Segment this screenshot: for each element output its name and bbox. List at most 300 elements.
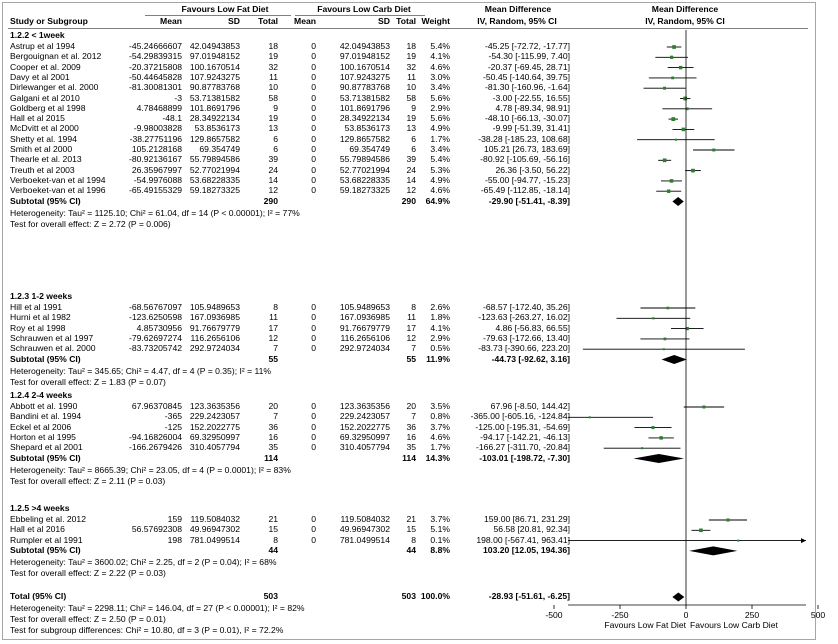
col-total1: Total: [258, 16, 278, 26]
subgroup-3-heterogeneity: Heterogeneity: Tau² = 3600.02; Chi² = 2.25, df = 2 (P = 0.04); I² = 68%: [10, 556, 277, 567]
study-row-2-3-weight: 4.6%: [430, 431, 450, 442]
study-row-0-11-name: Thearle et al. 2013: [10, 154, 82, 165]
study-row-2-4-sd1: 310.4057794: [189, 442, 240, 453]
subgroup-2-subtotal-ci: -103.01 [-198.72, -7.30]: [479, 452, 570, 463]
study-row-0-1-n2: 19: [406, 51, 416, 62]
study-row-0-4-square: [663, 87, 666, 90]
study-row-0-8-ci: -9.99 [-51.39, 31.41]: [492, 123, 570, 134]
study-row-1-4-sd2: 292.9724034: [339, 343, 390, 354]
study-row-2-4-n2: 35: [406, 442, 416, 453]
study-row-3-2-name: Rumpler et al 1991: [10, 534, 83, 545]
study-row-0-14-square: [667, 189, 670, 192]
study-row-0-4-ci: -81.30 [-160.96, -1.64]: [484, 82, 570, 93]
study-row-2-0-sd2: 123.3635356: [339, 401, 390, 411]
study-row-0-8-sd1: 53.8536173: [194, 123, 240, 134]
subgroup-2-subtotal-weight: 14.3%: [425, 452, 450, 463]
study-row-0-6-sd1: 101.8691796: [189, 102, 240, 113]
study-row-0-1-sd1: 97.01948152: [189, 51, 240, 62]
study-row-3-1-mean2: 0: [311, 524, 316, 535]
study-row-0-7-square: [671, 117, 675, 121]
study-row-0-0-sd2: 42.04943853: [339, 41, 390, 51]
study-row-1-3-n1: 12: [268, 332, 278, 343]
study-row-3-0-square: [726, 518, 729, 521]
study-row-3-0-mean2: 0: [311, 514, 316, 524]
study-row-0-8-mean1: -9.98003828: [133, 123, 182, 134]
col-study: Study or Subgroup: [10, 16, 88, 26]
subgroup-1-heterogeneity: Heterogeneity: Tau² = 345.65; Chi² = 4.47, df = 4 (P = 0.35); I² = 11%: [10, 365, 272, 376]
study-row-0-5-mean2: 0: [311, 92, 316, 103]
study-row-1-2-mean2: 0: [311, 322, 316, 333]
study-row-0-3-mean2: 0: [311, 71, 316, 82]
study-row-0-7-sd1: 28.34922134: [189, 113, 240, 124]
study-row-2-2-mean2: 0: [311, 421, 316, 432]
study-row-1-4-name: Schrauwen et al. 2000: [10, 343, 96, 354]
subgroup-1-subtotal-ci: -44.73 [-92.62, 3.16]: [491, 353, 570, 364]
subgroup-2-diamond: [634, 454, 685, 463]
study-row-1-2-n2: 17: [406, 322, 416, 333]
study-row-2-3-square: [659, 436, 662, 439]
study-row-1-1-mean1: -123.6250598: [128, 312, 182, 323]
study-row-0-7-name: Hall et al 2015: [10, 113, 65, 124]
study-row-0-14-name: Verboeket-van et al 1996: [10, 185, 106, 196]
study-row-1-2-sd1: 91.76679779: [189, 322, 240, 333]
study-row-0-2-mean2: 0: [311, 61, 316, 72]
study-row-3-0-n2: 21: [406, 514, 416, 524]
study-row-2-2-square: [651, 426, 654, 429]
study-row-0-6-mean2: 0: [311, 102, 316, 113]
study-row-1-4-n1: 7: [273, 343, 278, 354]
study-row-2-3-n2: 16: [406, 431, 416, 442]
study-row-1-4-ci: -83.73 [-390.66, 223.20]: [478, 343, 570, 354]
study-row-2-0-name: Abbott et al. 1990: [10, 401, 78, 411]
study-row-0-0-weight: 5.4%: [430, 41, 450, 51]
study-row-1-3-square: [664, 338, 667, 341]
col-sd2: SD: [378, 16, 390, 26]
study-row-1-2-ci: 4.86 [-56.83, 66.55]: [495, 322, 570, 333]
study-row-0-9-name: Shetty et al. 1994: [10, 133, 77, 144]
study-row-0-9-sd1: 129.8657582: [189, 133, 240, 144]
col-weight: Weight: [421, 16, 450, 26]
study-row-0-5-mean1: -3: [174, 92, 182, 103]
study-row-0-0-ci: -45.25 [-72.72, -17.77]: [484, 41, 570, 51]
study-row-1-3-name: Schrauwen et al 1997: [10, 332, 94, 343]
study-row-0-8-sd2: 53.8536173: [344, 123, 390, 134]
study-row-3-1-sd1: 49.96947302: [189, 524, 240, 535]
study-row-0-11-weight: 5.4%: [430, 154, 450, 165]
study-row-0-7-n2: 19: [406, 113, 416, 124]
study-row-0-12-sd2: 52.77021994: [339, 164, 390, 175]
study-row-1-1-mean2: 0: [311, 312, 316, 323]
study-row-2-1-mean2: 0: [311, 411, 316, 422]
study-row-0-11-n2: 39: [406, 154, 416, 165]
study-row-2-0-n1: 20: [268, 401, 278, 411]
study-row-0-9-ci: -38.28 [-185.23, 108.68]: [478, 133, 570, 144]
study-row-2-1-name: Bandini et al. 1994: [10, 411, 82, 422]
study-row-0-12-n2: 24: [406, 164, 416, 175]
study-row-0-3-ci: -50.45 [-140.64, 39.75]: [483, 71, 570, 82]
study-row-0-14-ci: -65.49 [-112.85, -18.14]: [480, 185, 570, 196]
study-row-0-3-name: Davy et al 2001: [10, 71, 70, 82]
study-row-0-14-sd2: 59.18273325: [339, 185, 390, 196]
subgroup-0-overall-effect: Test for overall effect: Z = 2.72 (P = 0.006): [10, 218, 171, 229]
study-row-0-10-mean1: 105.2128168: [131, 144, 182, 154]
study-row-1-0-name: Hill et al 1991: [10, 302, 63, 312]
study-row-0-2-mean1: -20.37215808: [128, 61, 182, 72]
study-row-1-1-square: [652, 317, 654, 319]
study-row-0-1-sd2: 97.01948152: [339, 51, 390, 62]
study-row-2-3-sd2: 69.32950997: [339, 431, 390, 442]
study-row-3-2-mean1: 198: [167, 534, 182, 545]
subgroup-0-diamond: [672, 197, 683, 206]
study-row-2-2-n2: 36: [406, 421, 416, 432]
study-row-0-11-square: [663, 158, 667, 162]
study-row-0-2-n2: 32: [406, 61, 416, 72]
subgroup-3-subtotal-n2: 44: [406, 544, 416, 555]
subgroup-0-title: 1.2.2 < 1week: [10, 30, 65, 40]
subgroup-0-heterogeneity: Heterogeneity: Tau² = 1125.10; Chi² = 61.04, df = 14 (P < 0.00001); I² = 77%: [10, 207, 300, 218]
study-row-0-4-n1: 10: [268, 82, 278, 93]
total-n1: 503: [263, 591, 278, 601]
study-row-2-0-square: [702, 406, 705, 409]
study-row-0-3-n2: 11: [407, 71, 416, 82]
study-row-2-2-sd1: 152.2022775: [189, 421, 240, 432]
study-row-0-14-weight: 4.6%: [430, 185, 450, 196]
study-row-0-5-n2: 58: [406, 92, 416, 103]
study-row-0-5-sd2: 53.71381582: [339, 92, 390, 103]
study-row-0-7-mean2: 0: [311, 113, 316, 124]
study-row-0-3-mean1: -50.44645828: [128, 71, 182, 82]
study-row-3-2-square: [737, 540, 739, 542]
group1-header: Favours Low Fat Diet: [181, 4, 269, 14]
study-row-2-0-mean2: 0: [311, 401, 316, 411]
study-row-0-9-n1: 6: [273, 133, 278, 144]
study-row-3-1-name: Hall et al 2016: [10, 524, 65, 535]
study-row-0-0-square: [672, 45, 676, 49]
col-total2: Total: [396, 16, 416, 26]
study-row-0-2-square: [679, 66, 682, 69]
study-row-0-4-weight: 3.4%: [430, 82, 450, 93]
study-row-0-5-square: [683, 97, 687, 101]
study-row-3-0-weight: 3.7%: [430, 514, 450, 524]
study-row-0-4-mean1: -81.30081301: [128, 82, 182, 93]
total-diamond: [672, 593, 684, 602]
study-row-0-10-sd2: 69.354749: [349, 144, 390, 154]
study-row-0-12-square: [691, 169, 695, 173]
study-row-1-1-weight: 1.8%: [430, 312, 450, 323]
study-row-1-4-weight: 0.5%: [430, 343, 450, 354]
study-row-0-9-weight: 1.7%: [430, 133, 450, 144]
study-row-1-1-sd2: 167.0936985: [339, 312, 390, 323]
study-row-0-3-sd1: 107.9243275: [189, 71, 240, 82]
study-row-0-6-mean1: 4.78468899: [136, 102, 182, 113]
study-row-2-4-mean1: -166.2679426: [128, 442, 182, 453]
study-row-0-7-weight: 5.6%: [430, 113, 450, 124]
subgroup-2-subtotal-n1: 114: [264, 452, 278, 463]
col-mean1: Mean: [160, 16, 182, 26]
study-row-0-9-square: [675, 139, 677, 141]
study-row-0-3-sd2: 107.9243275: [339, 71, 390, 82]
study-row-0-5-name: Galgani et al 2010: [10, 92, 80, 103]
x-tick-label-1: -250: [611, 610, 629, 620]
study-row-3-0-sd1: 119.5084032: [190, 514, 240, 524]
study-row-0-6-weight: 2.9%: [430, 102, 450, 113]
study-row-0-13-square: [670, 179, 674, 183]
study-row-1-0-n2: 8: [411, 302, 416, 312]
study-row-1-0-sd2: 105.9489653: [339, 302, 390, 312]
study-row-0-12-weight: 5.3%: [430, 164, 450, 175]
study-row-0-7-sd2: 28.34922134: [339, 113, 390, 124]
study-row-0-2-n1: 32: [268, 61, 278, 72]
total-weight: 100.0%: [420, 591, 450, 601]
study-row-3-1-sd2: 49.96947302: [339, 524, 390, 535]
study-row-2-1-weight: 0.8%: [430, 411, 450, 422]
study-row-0-3-n1: 11: [269, 71, 278, 82]
study-row-0-12-sd1: 52.77021994: [189, 164, 240, 175]
study-row-2-3-ci: -94.17 [-142.21, -46.13]: [480, 431, 570, 442]
study-row-0-12-mean2: 0: [311, 164, 316, 175]
study-row-3-2-n1: 8: [273, 534, 278, 545]
study-row-0-10-ci: 105.21 [26.73, 183.69]: [483, 144, 570, 154]
study-row-0-7-ci: -48.10 [-66.13, -30.07]: [484, 113, 570, 124]
study-row-2-2-weight: 3.7%: [430, 421, 450, 432]
study-row-1-3-mean2: 0: [311, 332, 316, 343]
study-row-0-14-mean2: 0: [311, 185, 316, 196]
subgroup-2-subtotal-label: Subtotal (95% CI): [10, 452, 81, 463]
study-row-0-10-weight: 3.4%: [430, 144, 450, 154]
group2-header: Favours Low Carb Diet: [317, 4, 411, 14]
study-row-0-1-square: [670, 56, 673, 59]
study-row-0-12-mean1: 26.35967997: [131, 164, 182, 175]
study-row-0-14-n2: 12: [406, 185, 416, 196]
subgroup-1-subtotal-weight: 11.9%: [426, 353, 450, 364]
study-row-0-11-n1: 39: [268, 154, 278, 165]
study-row-1-3-sd1: 116.2656106: [190, 332, 240, 343]
study-row-2-2-ci: -125.00 [-195.31, -54.69]: [475, 421, 570, 432]
study-row-3-0-name: Ebbeling et al. 2012: [10, 514, 86, 524]
subgroup-3-subtotal-label: Subtotal (95% CI): [10, 544, 81, 555]
study-row-0-13-name: Verboeket-van et al 1994: [10, 174, 106, 185]
study-row-2-0-mean1: 67.96370845: [131, 401, 182, 411]
study-row-3-1-ci: 56.58 [20.81, 92.34]: [493, 524, 570, 535]
subgroup-3-subtotal-n1: 44: [268, 544, 278, 555]
total-ci: -28.93 [-51.61, -6.25]: [488, 591, 570, 601]
study-row-1-3-ci: -79.63 [-172.66, 13.40]: [483, 332, 570, 343]
axis-label-left: Favours Low Fat Diet: [604, 620, 686, 630]
study-row-0-3-square: [671, 77, 674, 80]
subgroup-differences: Test for subgroup differences: Chi² = 10.80, df = 3 (P = 0.01), I² = 72.2%: [10, 625, 284, 635]
study-row-0-2-sd2: 100.1670514: [339, 61, 390, 72]
subgroup-0-subtotal-ci: -29.90 [-51.41, -8.39]: [488, 195, 570, 206]
study-row-0-6-name: Goldberg et al 1998: [10, 102, 86, 113]
subgroup-0-subtotal-n1: 290: [263, 195, 278, 206]
study-row-0-11-sd1: 55.79894586: [189, 154, 240, 165]
subgroup-0-subtotal-weight: 64.9%: [425, 195, 450, 206]
subgroup-1-subtotal-label: Subtotal (95% CI): [10, 353, 81, 364]
study-row-2-4-ci: -166.27 [-311.70, -20.84]: [476, 442, 570, 453]
study-row-0-8-mean2: 0: [311, 123, 316, 134]
study-row-0-8-n2: 13: [406, 123, 416, 134]
study-row-1-0-mean2: 0: [311, 302, 316, 312]
study-row-1-1-n2: 11: [407, 312, 416, 323]
study-row-0-4-n2: 10: [406, 82, 416, 93]
study-row-0-10-name: Smith et al 2000: [10, 144, 73, 154]
study-row-1-2-mean1: 4.85730956: [136, 322, 182, 333]
subgroup-2-subtotal-n2: 114: [402, 452, 416, 463]
study-row-1-3-n2: 12: [406, 332, 416, 343]
study-row-3-0-sd2: 119.5084032: [340, 514, 390, 524]
study-row-0-2-name: Cooper et al. 2009: [10, 61, 81, 72]
col-sd1: SD: [228, 16, 240, 26]
study-row-0-5-sd1: 53.71381582: [189, 92, 240, 103]
study-row-0-0-sd1: 42.04943853: [189, 41, 240, 51]
study-row-3-2-n2: 8: [411, 534, 416, 545]
study-row-0-8-n1: 13: [268, 123, 278, 134]
x-tick-label-2: 0: [683, 610, 689, 620]
total-n2: 503: [401, 591, 416, 601]
study-row-1-3-weight: 2.9%: [430, 332, 450, 343]
study-row-3-1-square: [699, 528, 703, 532]
study-row-2-1-sd1: 229.2423057: [189, 411, 240, 422]
study-row-0-6-n2: 9: [411, 102, 416, 113]
study-row-0-13-mean2: 0: [311, 174, 316, 185]
study-row-1-1-name: Hurni et al 1982: [10, 312, 71, 323]
study-row-1-0-ci: -68.57 [-172.40, 35.26]: [483, 302, 570, 312]
study-row-0-12-ci: 26.36 [-3.50, 56.22]: [495, 164, 570, 175]
study-row-1-3-mean1: -79.62697274: [128, 332, 182, 343]
study-row-0-10-square: [712, 149, 715, 152]
study-row-1-4-mean1: -83.73205742: [128, 343, 182, 354]
study-row-0-7-n1: 19: [268, 113, 278, 124]
study-row-0-1-mean2: 0: [311, 51, 316, 62]
study-row-0-1-name: Bergouignan et al. 2012: [10, 51, 102, 62]
study-row-0-1-mean1: -54.29839315: [128, 51, 182, 62]
study-row-1-1-sd1: 167.0936985: [189, 312, 240, 323]
md-header: Mean Difference: [484, 4, 552, 14]
study-row-0-2-weight: 4.6%: [430, 61, 450, 72]
study-row-2-0-weight: 3.5%: [430, 401, 450, 411]
study-row-2-1-n2: 7: [411, 411, 416, 422]
study-row-0-4-name: Dirlewanger et al. 2000: [10, 82, 99, 93]
study-row-1-1-ci: -123.63 [-263.27, 16.02]: [478, 312, 570, 323]
study-row-1-4-n2: 7: [411, 343, 416, 354]
study-row-1-0-weight: 2.6%: [430, 302, 450, 312]
subgroup-3-title: 1.2.5 >4 weeks: [10, 503, 70, 513]
study-row-3-2-sd1: 781.0499514: [189, 534, 240, 545]
study-row-2-3-name: Horton et al 1995: [10, 431, 76, 442]
study-row-1-4-square: [663, 348, 665, 350]
x-tick-label-0: -500: [545, 610, 563, 620]
study-row-0-13-mean1: -54.9976088: [133, 174, 182, 185]
study-row-0-13-sd1: 53.68228335: [189, 174, 240, 185]
study-row-0-5-ci: -3.00 [-22.55, 16.55]: [492, 92, 570, 103]
study-row-3-0-mean1: 159: [167, 514, 182, 524]
col-mean2: Mean: [294, 16, 316, 26]
study-row-0-10-mean2: 0: [311, 144, 316, 154]
study-row-0-13-n2: 14: [406, 174, 416, 185]
study-row-2-4-name: Shepard et al 2001: [10, 442, 83, 453]
study-row-2-2-sd2: 152.2022775: [339, 421, 390, 432]
subgroup-1-title: 1.2.3 1-2 weeks: [10, 291, 73, 301]
study-row-3-2-weight: 0.1%: [430, 534, 450, 545]
study-row-0-0-mean1: -45.24666607: [128, 41, 182, 51]
study-row-2-2-mean1: -125: [164, 421, 182, 432]
total-label: Total (95% CI): [10, 591, 67, 601]
study-row-0-0-n2: 18: [406, 41, 416, 51]
subgroup-0-subtotal-label: Subtotal (95% CI): [10, 195, 81, 206]
study-row-2-3-mean1: -94.16826004: [128, 431, 182, 442]
study-row-3-1-n1: 15: [268, 524, 278, 535]
study-row-0-11-mean2: 0: [311, 154, 316, 165]
x-tick-label-3: 250: [744, 610, 760, 620]
study-row-0-8-name: McDvitt et al 2000: [10, 123, 79, 134]
study-row-3-1-n2: 15: [406, 524, 416, 535]
study-row-3-2-ci: 198.00 [-567.41, 963.41]: [476, 534, 570, 545]
col-ci: IV, Random, 95% CI: [477, 16, 557, 26]
study-row-2-1-mean1: -365: [164, 411, 182, 422]
study-row-3-0-ci: 159.00 [86.71, 231.29]: [483, 514, 570, 524]
subgroup-3-subtotal-weight: 8.8%: [430, 544, 450, 555]
study-row-1-0-n1: 8: [273, 302, 278, 312]
study-row-0-10-n1: 6: [273, 144, 278, 154]
study-row-0-13-n1: 14: [268, 174, 278, 185]
total-overall-effect: Test for overall effect: Z = 2.50 (P = 0.01): [10, 614, 166, 624]
study-row-2-4-square: [641, 447, 643, 449]
study-row-0-0-mean2: 0: [311, 41, 316, 51]
study-row-0-3-weight: 3.0%: [430, 71, 450, 82]
study-row-2-0-n2: 20: [406, 401, 416, 411]
study-row-0-5-n1: 58: [268, 92, 278, 103]
study-row-1-4-mean2: 0: [311, 343, 316, 354]
study-row-0-0-name: Astrup et al 1994: [10, 41, 75, 51]
study-row-0-10-sd1: 69.354749: [199, 144, 240, 154]
study-row-3-2-sd2: 781.0499514: [339, 534, 390, 545]
subgroup-2-title: 1.2.4 2-4 weeks: [10, 390, 73, 400]
study-row-1-0-sd1: 105.9489653: [189, 302, 240, 312]
subgroup-2-heterogeneity: Heterogeneity: Tau² = 8665.39; Chi² = 23.05, df = 4 (P = 0.0001); I² = 83%: [10, 464, 291, 475]
study-row-3-1-mean1: 56.57692308: [131, 524, 182, 535]
study-row-0-4-sd2: 90.87783768: [339, 82, 390, 93]
study-row-0-14-mean1: -65.49155329: [128, 185, 182, 196]
study-row-1-2-name: Roy et al 1998: [10, 322, 66, 333]
study-row-0-0-n1: 18: [268, 41, 278, 51]
study-row-2-4-n1: 35: [268, 442, 278, 453]
study-row-0-11-sd2: 55.79894586: [339, 154, 390, 165]
study-row-0-1-n1: 19: [268, 51, 278, 62]
study-row-0-1-ci: -54.30 [-115.99, 7.40]: [488, 51, 570, 62]
study-row-0-2-sd1: 100.1670514: [189, 61, 240, 72]
study-row-1-2-weight: 4.1%: [430, 322, 450, 333]
study-row-0-9-n2: 6: [411, 133, 416, 144]
study-row-2-3-n1: 16: [268, 431, 278, 442]
study-row-0-11-ci: -80.92 [-105.69, -56.16]: [480, 154, 570, 165]
study-row-1-1-n1: 11: [269, 312, 278, 323]
study-row-0-7-mean1: -48.1: [162, 113, 182, 124]
study-row-0-9-mean2: 0: [311, 133, 316, 144]
study-row-0-4-mean2: 0: [311, 82, 316, 93]
subgroup-1-overall-effect: Test for overall effect: Z = 1.83 (P = 0.07): [10, 376, 166, 387]
study-row-0-13-sd2: 53.68228335: [339, 174, 390, 185]
study-row-0-13-ci: -55.00 [-94.77, -15.23]: [484, 174, 570, 185]
study-row-0-9-sd2: 129.8657582: [339, 133, 390, 144]
study-row-0-4-sd1: 90.87783768: [189, 82, 240, 93]
study-row-2-3-mean2: 0: [311, 431, 316, 442]
study-row-2-2-name: Eckel et al 2006: [10, 421, 72, 432]
x-tick-label-4: 500: [810, 610, 826, 620]
study-row-2-1-ci: -365.00 [-605.16, -124.84]: [470, 411, 570, 422]
study-row-0-13-weight: 4.9%: [430, 174, 450, 185]
col-ci-plot: IV, Random, 95% CI: [645, 16, 725, 26]
study-row-0-8-weight: 4.9%: [430, 123, 450, 134]
